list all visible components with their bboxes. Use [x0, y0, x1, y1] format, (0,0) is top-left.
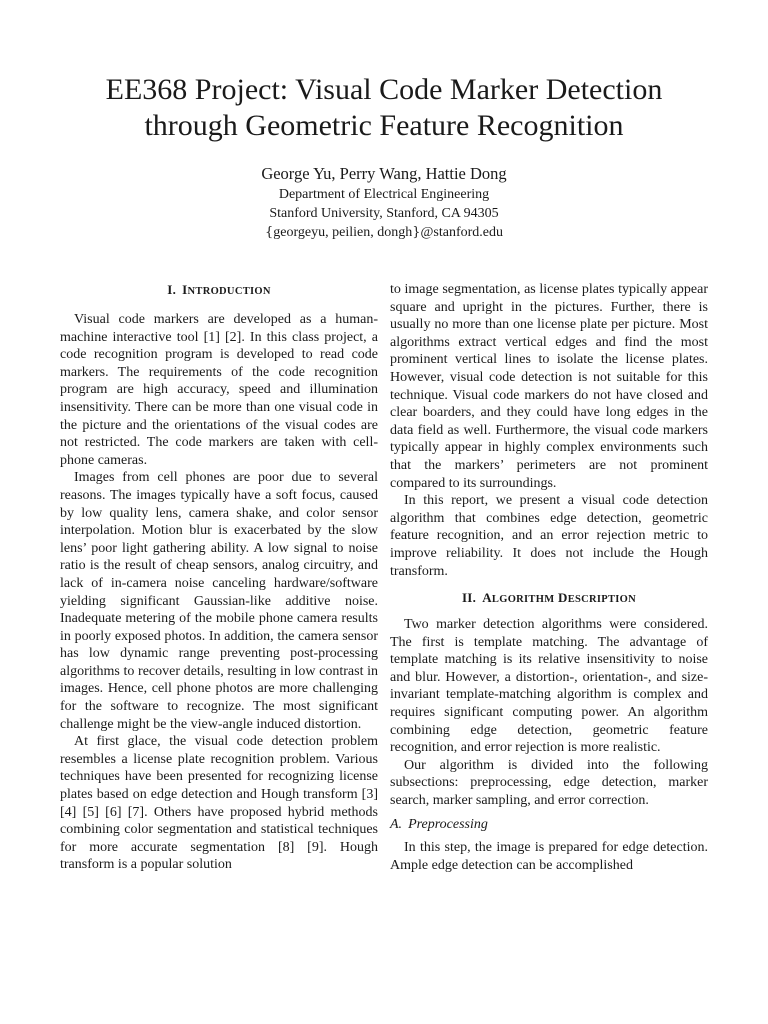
subsection-a-label: A. [390, 816, 403, 832]
section-1-paragraph: In this report, we present a visual code detection algorithm that combines edge detection, geometric feature recognition, and an error rejection metric to improve reliability. It does not include the Hough transform. [390, 493, 708, 579]
section-1-continued-paragraph: to image segmentation, as license plates typically appear square and upright in the pictures. Further, there is usually no more than one license plate per picture. Most algorithms extract vertical edges and find the most prominent vertical lines to isolate the license plates. However, visual code detection is not suitable for this technique. Visual code markers do not have closed and clear boarders, and they could have long edges in the data field as well. Furthermore, the visual code markers typically appear in highly complex environments such that the markers’ perimeters are not prominent compared to its surroundings. [390, 282, 708, 491]
section-2-number: II. [461, 590, 477, 606]
section-2-paragraph: Two marker detection algorithms were considered. The first is template matching. The advantage of template matching is its relative insensitivity to noise and blur. However, a distortion-, orientation-, and size-invariant template-matching algorithm is complex and requires significant computing power. An algorithm combining edge detection, geometric feature recognition, and error rejection is more realistic. [390, 617, 708, 756]
email-names: georgeyu, peilien, dongh [273, 225, 413, 240]
section-2-title-initial-b: D [557, 590, 568, 606]
left-column [60, 281, 378, 874]
section-2-title-rest-b: ESCRIPTION [567, 594, 637, 606]
section-2-title-initial-a: A [482, 590, 492, 606]
section-1-paragraph: At first glace, the visual code detection problem resembles a license plate recognition problem. Various techniques have been presented for recognizing license plates based on edge detection and Hough transform [3] [4] [5] [6] [7]. Others have proposed hybrid methods combining color segmentation and statistical techniques for more accurate segmentation [8] [9]. Hough transform is a popular solution [60, 734, 378, 873]
subsection-a-heading [390, 816, 708, 834]
section-2-heading [390, 589, 708, 608]
open-brace: { [265, 225, 274, 240]
author-block [40, 163, 728, 242]
subsection-a-title: Preprocessing [408, 816, 488, 832]
email-domain: @stanford.edu [420, 225, 503, 240]
paper-title [40, 72, 728, 144]
section-1-paragraph: Images from cell phones are poor due to several reasons. The images typically have a soft focus, caused by low quality lens, camera shake, and color sensor interpolation. Motion blur is exacerbated by the slow lens’ poor light gathering ability. A low signal to noise ratio is the result of cheap sensors, analog circuitry, and lack of in-camera noise canceling hardware/software yielding significant Gaussian-like additive noise. Inadequate metering of the mobile phone camera results in poorly exposed photos. In addition, the camera sensor has low dynamic range preventing post-processing algorithms to recover details, resulting in low contrast in images. Hence, cell phone photos are more challenging for the software to recognize. The most significant challenge might be the view-angle induced distortion. [60, 470, 378, 732]
section-1-title-rest: NTRODUCTION [187, 286, 271, 297]
paper-title-line-1: EE368 Project: Visual Code Marker Detection [105, 73, 663, 106]
right-column [390, 281, 708, 874]
section-1-number: I. [167, 282, 177, 297]
close-brace: } [412, 225, 421, 240]
section-1-title-initial: I [182, 282, 188, 297]
author-names: George Yu, Perry Wang, Hattie Dong [261, 164, 507, 183]
email-addresses [40, 223, 728, 242]
section-1-paragraph: Visual code markers are developed as a human-machine interactive tool [1] [2]. In this class project, a code recognition program is developed to read code markers. The requirements of the code recognition program are high accuracy, speed and illumination insensitivity. There can be more than one visual code in the picture and the orientations of the visual codes are not restricted. The code markers are taken with cell-phone cameras. [60, 312, 378, 468]
university: Stanford University, Stanford, CA 94305 [269, 206, 499, 221]
subsection-a-paragraph: In this step, the image is prepared for edge detection. Ample edge detection can be accomplished [390, 840, 708, 873]
section-1-heading [60, 281, 378, 300]
department: Department of Electrical Engineering [278, 187, 490, 202]
paper-title-line-2: through Geometric Feature Recognition [144, 109, 624, 142]
section-2-paragraph: Our algorithm is divided into the following subsections: preprocessing, edge detection, marker search, marker sampling, and error correction. [390, 757, 708, 809]
section-2-title-rest-a: LGORITHM [491, 594, 555, 606]
